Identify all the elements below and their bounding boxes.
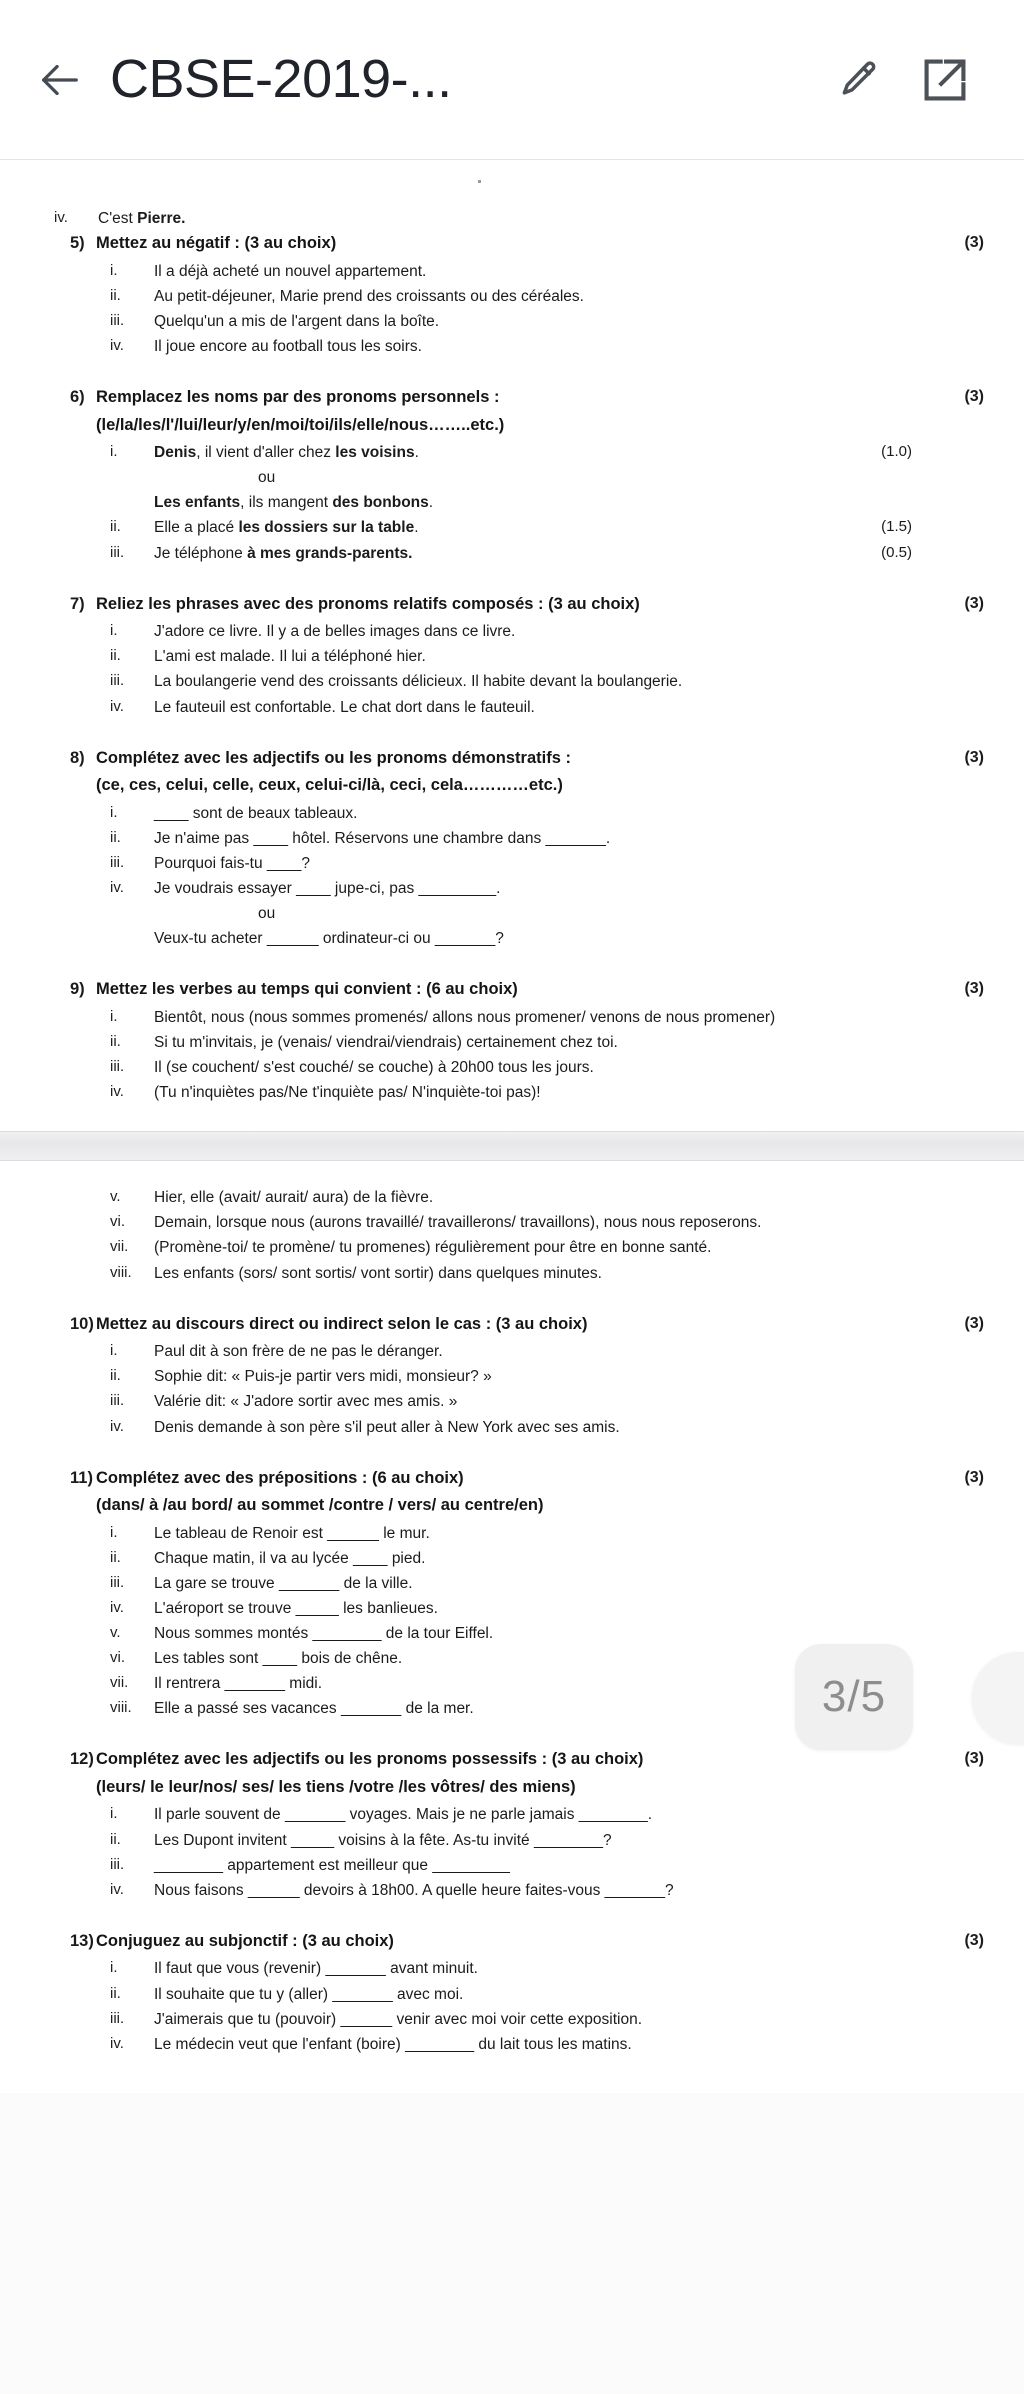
question-marks: (3) <box>964 748 984 766</box>
item-text: Il a déjà acheté un nouvel appartement. <box>154 262 427 280</box>
item-text: Les enfants, ils mangent des bonbons. <box>154 494 434 512</box>
question-marks: (3) <box>964 1468 984 1486</box>
item-roman: i. <box>110 261 118 279</box>
item-roman: iii. <box>110 1392 125 1410</box>
item-roman: ii. <box>110 1032 121 1050</box>
item-roman: iii. <box>110 543 125 561</box>
document-page <box>0 160 1024 2093</box>
item-text: ou <box>258 905 276 922</box>
question-items <box>96 1956 912 2056</box>
item-roman: iv. <box>110 1083 124 1101</box>
item-text: La boulangerie vend des croissants délicieux. Il habite devant la boulangerie. <box>154 673 683 691</box>
item-mark: (1.0) <box>881 443 912 461</box>
question-body <box>96 1747 912 1902</box>
item-roman: ii. <box>110 828 121 846</box>
question-marks: (3) <box>964 1750 984 1768</box>
question-items <box>96 801 912 952</box>
item-text: Elle a passé ses vacances _______ de la mer. <box>154 1700 474 1718</box>
list-item <box>96 440 912 465</box>
item-text: Il (se couchent/ s'est couché/ se couche) à 20h00 tous les jours. <box>154 1059 594 1076</box>
list-item <box>96 1185 912 1210</box>
question-body <box>96 977 912 1105</box>
item-text: Hier, elle (avait/ aurait/ aura) de la fièvre. <box>154 1189 434 1207</box>
item-mark <box>840 490 912 515</box>
item-text: Il rentrera _______ midi. <box>154 1675 323 1693</box>
item-text-plain: C'est <box>98 210 138 227</box>
question-title: Complétez avec les adjectifs ou les pronoms possessifs : (3 au choix) <box>96 1750 644 1769</box>
item-roman: iii. <box>110 1855 125 1873</box>
list-item <box>96 1802 912 1827</box>
item-text: Veux-tu acheter ______ ordinateur-ci ou _______? <box>154 930 504 948</box>
list-item <box>96 1621 912 1646</box>
item-roman: iv. <box>110 337 124 354</box>
question-hint: (ce, ces, celui, celle, ceux, celui-ci/là, ceci, cela…………etc.) <box>96 776 563 795</box>
list-item <box>96 1261 912 1286</box>
list-item <box>96 1030 912 1055</box>
question-marks: (3) <box>964 1314 984 1332</box>
question-items <box>96 440 912 566</box>
arrow-left-icon <box>36 57 82 103</box>
question-title: Mettez au négatif : (3 au choix) <box>96 234 337 253</box>
question-number: 8) <box>70 748 85 767</box>
item-roman: ii. <box>110 1367 121 1385</box>
item-text <box>98 206 912 231</box>
app-bar <box>0 0 1024 160</box>
item-mark <box>840 926 912 951</box>
question-title: Remplacez les noms par des pronoms personnels : <box>96 388 500 407</box>
question-items <box>96 1339 912 1439</box>
question-items <box>96 1802 912 1902</box>
question-title: Conjuguez au subjonctif : (3 au choix) <box>96 1931 394 1950</box>
question-number: 13) <box>70 1931 94 1950</box>
item-roman: v. <box>110 1188 121 1206</box>
page-indicator[interactable]: 3/5 <box>795 1644 913 1750</box>
question-title: Complétez avec les adjectifs ou les pronoms démonstratifs : <box>96 748 571 767</box>
item-text: Chaque matin, il va au lycée ____ pied. <box>154 1549 426 1567</box>
list-item <box>96 801 912 826</box>
item-text: Les Dupont invitent _____ voisins à la fête. As-tu invité ________? <box>154 1831 612 1849</box>
question-block <box>40 1747 984 1902</box>
item-roman: iv. <box>110 1880 124 1898</box>
list-item <box>96 259 912 284</box>
list-item <box>96 1853 912 1878</box>
item-roman <box>96 901 154 926</box>
list-item <box>96 541 912 566</box>
item-text: ____ sont de beaux tableaux. <box>154 804 358 822</box>
question-body <box>96 1183 912 1285</box>
item-roman: vii. <box>110 1238 129 1256</box>
list-item <box>96 1878 912 1903</box>
question-marks: (3) <box>964 594 984 612</box>
list-item <box>96 1364 912 1389</box>
list-item <box>96 1415 912 1440</box>
list-item <box>96 1828 912 1853</box>
item-text: Le médecin veut que l'enfant (boire) ________ du lait tous les matins. <box>154 2035 632 2053</box>
item-text: J'aimerais que tu (pouvoir) ______ venir avec moi voir cette exposition. <box>154 2010 643 2028</box>
pencil-icon <box>837 58 881 102</box>
item-text: Sophie dit: « Puis-je partir vers midi, monsieur? » <box>154 1368 492 1386</box>
item-roman: ii. <box>110 1984 121 2002</box>
item-roman: v. <box>110 1624 121 1642</box>
list-item <box>96 851 912 876</box>
item-text: La gare se trouve _______ de la ville. <box>154 1574 413 1592</box>
item-roman: iii. <box>110 311 125 329</box>
item-roman <box>96 490 154 515</box>
item-roman: ii. <box>110 286 121 304</box>
external-link-icon <box>919 54 971 106</box>
list-item <box>96 826 912 851</box>
question-items <box>96 619 912 719</box>
item-roman: iv. <box>110 1598 124 1616</box>
list-item <box>96 1982 912 2007</box>
question-marks: (3) <box>964 980 984 998</box>
question-number: 11) <box>70 1468 93 1487</box>
question-number: 9) <box>70 980 85 999</box>
item-roman <box>96 926 154 951</box>
question-title: Mettez les verbes au temps qui convient : (6 au choix) <box>96 980 518 999</box>
item-text: Le tableau de Renoir est ______ le mur. <box>154 1524 430 1542</box>
item-roman: i. <box>110 622 118 640</box>
list-item <box>96 926 912 951</box>
item-text: Si tu m'invitais, je (venais/ viendrai/viendrais) certainement chez toi. <box>154 1033 618 1051</box>
question-body <box>96 592 912 720</box>
page-break <box>0 1131 1024 1161</box>
list-item <box>96 334 912 359</box>
item-text: Elle a placé les dossiers sur la table. <box>154 519 419 537</box>
question-hint: (le/la/les/l'/lui/leur/y/en/moi/toi/ils/elle/nous……..etc.) <box>96 415 505 434</box>
item-text: Paul dit à son frère de ne pas le déranger. <box>154 1343 443 1361</box>
list-item <box>96 1389 912 1414</box>
item-roman: iii. <box>110 672 125 690</box>
item-text: Les tables sont ____ bois de chêne. <box>154 1650 403 1668</box>
question-title: Mettez au discours direct ou indirect selon le cas : (3 au choix) <box>96 1314 588 1333</box>
question-block <box>40 231 984 359</box>
item-roman: vi. <box>110 1649 125 1667</box>
item-roman: ii. <box>110 1830 121 1848</box>
list-item <box>40 206 984 231</box>
question-block <box>40 1312 984 1440</box>
question-items <box>96 259 912 359</box>
question-hint: (dans/ à /au bord/ au sommet /contre / vers/ au centre/en) <box>96 1496 544 1515</box>
list-item <box>96 1080 912 1105</box>
item-text: Demain, lorsque nous (aurons travaillé/ travaillerons/ travaillons), nous nous reposerons. <box>154 1214 762 1232</box>
item-mark: (0.5) <box>881 543 912 561</box>
item-roman: ii. <box>110 647 121 665</box>
question-marks: (3) <box>964 1931 984 1949</box>
item-roman: i. <box>110 1523 118 1541</box>
question-number: 7) <box>70 594 85 613</box>
item-roman: iv. <box>110 878 124 896</box>
item-roman: i. <box>110 443 118 461</box>
item-text: Nous sommes montés ________ de la tour Eiffel. <box>154 1625 494 1643</box>
list-item <box>96 2032 912 2057</box>
list-item <box>96 1596 912 1621</box>
item-text: Denis, il vient d'aller chez les voisins. <box>154 444 419 462</box>
item-mark <box>840 901 912 926</box>
list-item <box>96 1055 912 1080</box>
question-block <box>40 746 984 952</box>
item-roman: i. <box>110 803 118 821</box>
list-item <box>96 1339 912 1364</box>
item-roman: i. <box>110 1805 118 1823</box>
back-button[interactable] <box>22 43 96 117</box>
question-items <box>96 1521 912 1722</box>
list-item <box>96 619 912 644</box>
item-roman: iv. <box>54 209 68 226</box>
item-roman: i. <box>110 1959 118 1977</box>
item-roman: i. <box>110 1342 118 1360</box>
edit-button[interactable] <box>816 37 902 123</box>
list-item <box>96 1235 912 1260</box>
page-top-fragment <box>40 178 984 192</box>
item-roman <box>96 465 154 490</box>
question-body <box>96 385 912 566</box>
list-item <box>96 515 912 540</box>
list-item <box>96 1521 912 1546</box>
question-body <box>96 1466 912 1722</box>
item-roman: iv. <box>110 1417 124 1435</box>
item-text: Je téléphone à mes grands-parents. <box>154 544 413 562</box>
item-text: Je n'aime pas ____ hôtel. Réservons une chambre dans _______. <box>154 829 611 847</box>
item-roman: ii. <box>110 1548 121 1566</box>
item-text-bold: Pierre. <box>137 210 186 227</box>
item-text: Bientôt, nous (nous sommes promenés/ allons nous promener/ venons de nous promener) <box>154 1008 776 1026</box>
item-roman: iii. <box>110 1573 125 1591</box>
item-roman: i. <box>110 1007 118 1025</box>
question-number: 10) <box>70 1314 94 1333</box>
item-roman: vii. <box>110 1674 129 1692</box>
item-roman: iv. <box>110 2034 124 2052</box>
question-number: 6) <box>70 388 85 407</box>
list-item <box>96 669 912 694</box>
item-text: L'aéroport se trouve _____ les banlieues. <box>154 1599 438 1617</box>
list-item <box>96 695 912 720</box>
question-block <box>40 1183 984 1285</box>
item-roman: ii. <box>110 518 121 536</box>
item-text: Le fauteuil est confortable. Le chat dort dans le fauteuil. <box>154 698 535 716</box>
page-title: CBSE-2019-... <box>110 51 452 108</box>
item-text: Pourquoi fais-tu ____? <box>154 854 310 872</box>
list-item <box>96 1696 912 1721</box>
item-text: (Tu n'inquiètes pas/Ne t'inquiète pas/ N'inquiète-toi pas)! <box>154 1084 541 1102</box>
item-text: Il parle souvent de _______ voyages. Mais je ne parle jamais ________. <box>154 1806 653 1824</box>
document-viewer[interactable] <box>0 160 1024 2394</box>
item-text: J'adore ce livre. Il y a de belles images dans ce livre. <box>154 623 516 641</box>
question-number: 5) <box>70 234 85 253</box>
list-item <box>96 1571 912 1596</box>
list-item <box>96 2007 912 2032</box>
question-body <box>96 1312 912 1440</box>
item-roman: iii. <box>110 853 125 871</box>
list-item-alternative <box>96 465 912 490</box>
list-item <box>96 1210 912 1235</box>
item-text: Il souhaite que tu y (aller) _______ avec moi. <box>154 1985 464 2003</box>
question-body <box>96 231 912 359</box>
question-block <box>40 1929 984 2057</box>
item-text: Quelqu'un a mis de l'argent dans la boîte. <box>154 312 440 330</box>
item-roman: viii. <box>110 1263 132 1281</box>
list-item <box>96 1005 912 1030</box>
item-text: Je voudrais essayer ____ jupe-ci, pas _________. <box>154 879 501 897</box>
question-block <box>40 385 984 566</box>
list-item <box>96 1546 912 1571</box>
question-items <box>96 1005 912 1105</box>
list-item <box>96 490 912 515</box>
item-text: Denis demande à son père s'il peut aller à New York avec ses amis. <box>154 1418 620 1436</box>
question-title: Complétez avec des prépositions : (6 au choix) <box>96 1468 464 1487</box>
list-item <box>96 284 912 309</box>
item-roman: iii. <box>110 1058 125 1075</box>
question-body <box>96 746 912 952</box>
question-body <box>96 1929 912 2057</box>
list-item <box>96 876 912 901</box>
list-item <box>96 1956 912 1981</box>
question-marks: (3) <box>964 388 984 406</box>
item-text: ou <box>258 469 276 487</box>
item-roman: vi. <box>110 1213 125 1231</box>
item-text: ________ appartement est meilleur que _________ <box>154 1856 510 1874</box>
list-item-alternative <box>96 901 912 926</box>
list-item <box>96 309 912 334</box>
questions-container <box>40 231 984 2057</box>
item-text: Valérie dit: « J'adore sortir avec mes amis. » <box>154 1393 458 1411</box>
item-roman: viii. <box>110 1699 132 1717</box>
item-text: Les enfants (sors/ sont sortis/ vont sortir) dans quelques minutes. <box>154 1264 602 1282</box>
item-text: Il faut que vous (revenir) _______ avant minuit. <box>154 1960 478 1978</box>
question-block <box>40 592 984 720</box>
question-title: Reliez les phrases avec des pronoms relatifs composés : (3 au choix) <box>96 594 640 613</box>
stray-mark <box>478 180 481 183</box>
question-marks: (3) <box>964 234 984 252</box>
list-item <box>96 1671 912 1696</box>
question-items <box>96 1185 912 1285</box>
list-item <box>96 1646 912 1671</box>
item-mark <box>840 465 912 490</box>
item-roman: iv. <box>110 697 124 715</box>
question-number: 12) <box>70 1750 94 1769</box>
question-block <box>40 977 984 1105</box>
item-text: Nous faisons ______ devoirs à 18h00. A quelle heure faites-vous _______? <box>154 1881 674 1899</box>
item-text: L'ami est malade. Il lui a téléphoné hier. <box>154 648 426 666</box>
item-text: Au petit-déjeuner, Marie prend des croissants ou des céréales. <box>154 287 584 305</box>
item-mark: (1.5) <box>881 518 912 536</box>
item-roman: iii. <box>110 2009 125 2027</box>
question-hint: (leurs/ le leur/nos/ ses/ les tiens /votre /les vôtres/ des miens) <box>96 1778 576 1797</box>
item-text: Il joue encore au football tous les soirs. <box>154 338 422 355</box>
list-item <box>96 644 912 669</box>
item-text: (Promène-toi/ te promène/ tu promenes) régulièrement pour être en bonne santé. <box>154 1239 712 1257</box>
open-external-button[interactable] <box>902 37 988 123</box>
